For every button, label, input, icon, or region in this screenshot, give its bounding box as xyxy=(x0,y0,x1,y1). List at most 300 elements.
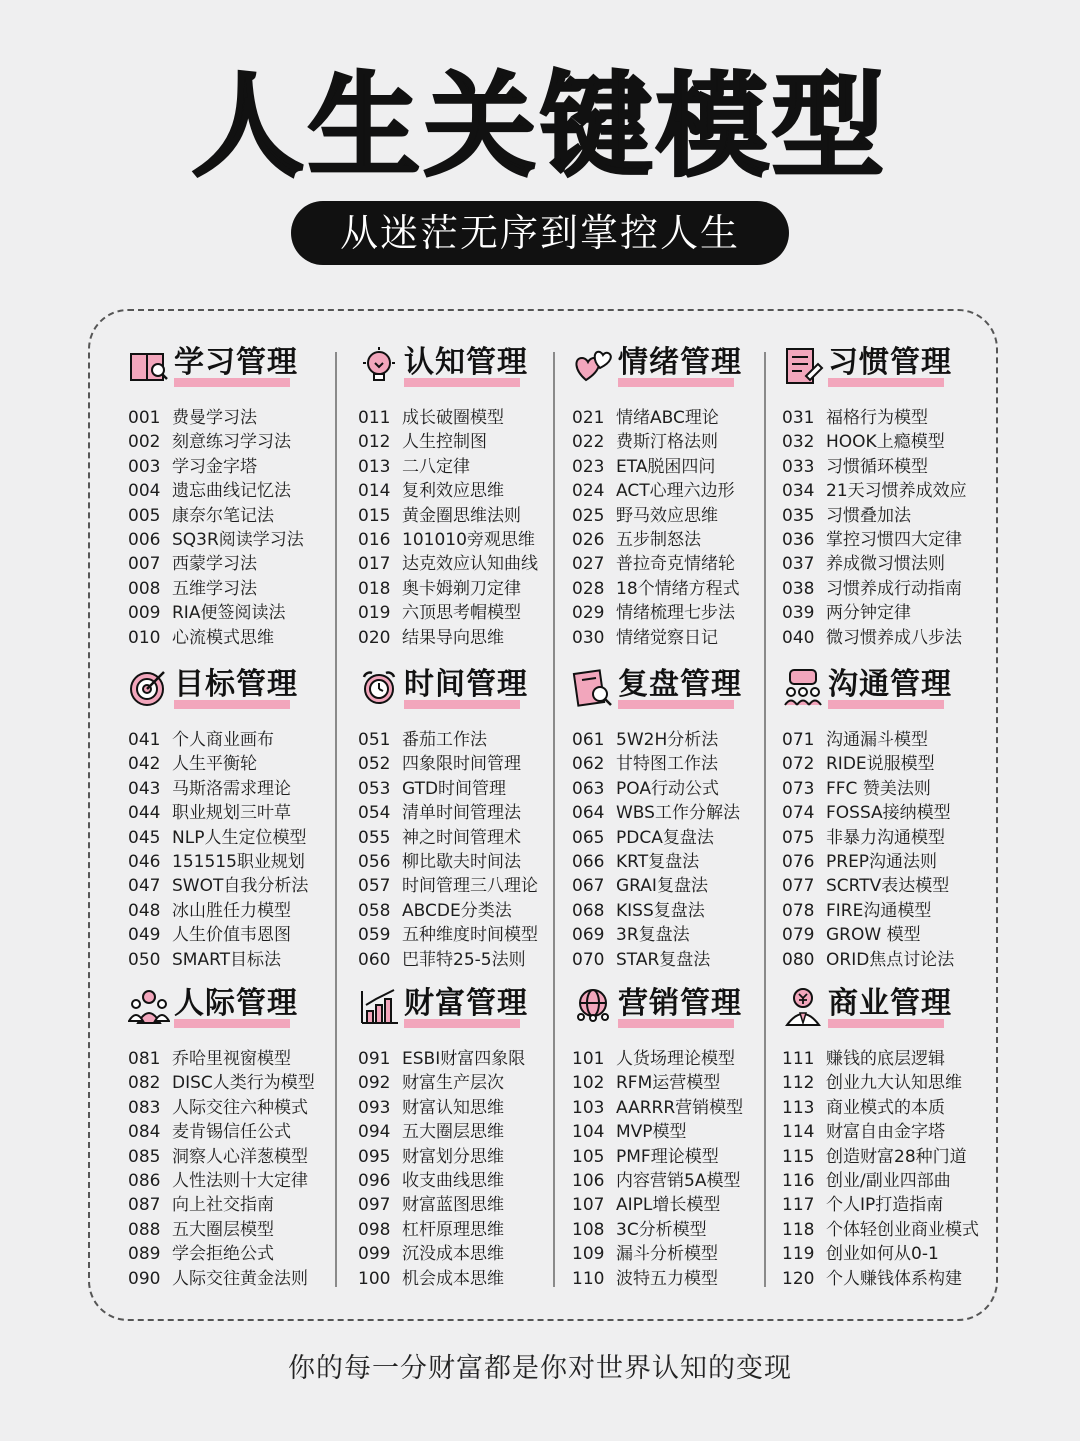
list-item xyxy=(782,479,1002,503)
list-item xyxy=(128,626,348,650)
item-label: 内容营销5A模型 xyxy=(616,1170,741,1191)
item-label: 人际交往黄金法则 xyxy=(172,1268,308,1289)
item-number: 076 xyxy=(782,851,815,872)
item-label: 费斯汀格法则 xyxy=(616,432,718,453)
item-label: 习惯循环模型 xyxy=(826,456,928,477)
item-label: 神之时间管理术 xyxy=(402,827,521,848)
item-label: 机会成本思维 xyxy=(402,1268,504,1289)
list-item xyxy=(782,728,1002,752)
item-label: 两分钟定律 xyxy=(826,603,911,624)
list-item xyxy=(358,1120,578,1144)
item-label: 财富自由金字塔 xyxy=(826,1122,945,1143)
list-item xyxy=(782,826,1002,850)
list-item xyxy=(782,430,1002,454)
item-label: 收支曲线思维 xyxy=(402,1170,504,1191)
list-item xyxy=(358,899,578,923)
item-label: 刻意练习学习法 xyxy=(172,432,291,453)
item-label: 番茄工作法 xyxy=(402,730,487,750)
list-item xyxy=(572,1071,792,1095)
section-title: 复盘管理 xyxy=(618,667,742,702)
item-number: 072 xyxy=(782,754,815,775)
item-label: 赚钱的底层逻辑 xyxy=(826,1049,945,1069)
item-label: 巴菲特25-5法则 xyxy=(402,949,526,970)
list-item xyxy=(782,850,1002,874)
item-number: 080 xyxy=(782,949,815,970)
item-label: 五种维度时间模型 xyxy=(402,925,538,946)
item-number: 050 xyxy=(128,949,161,970)
item-label: 情绪觉察日记 xyxy=(616,627,718,648)
list-item xyxy=(782,1047,1002,1071)
lightbulb-icon xyxy=(358,346,400,386)
item-label: SMART目标法 xyxy=(172,949,282,970)
list-item xyxy=(128,948,348,972)
model-list xyxy=(572,1047,792,1291)
item-number: 116 xyxy=(782,1170,815,1191)
model-list xyxy=(358,406,578,650)
item-label: FIRE沟通模型 xyxy=(826,900,932,921)
list-item xyxy=(572,899,792,923)
list-item xyxy=(128,826,348,850)
item-number: 120 xyxy=(782,1268,815,1289)
item-number: 111 xyxy=(782,1049,815,1069)
model-list xyxy=(572,406,792,650)
item-number: 008 xyxy=(128,578,161,599)
item-label: 波特五力模型 xyxy=(616,1268,718,1289)
list-item xyxy=(358,406,578,430)
item-number: 032 xyxy=(782,432,815,453)
section-3 xyxy=(572,342,792,650)
item-number: 094 xyxy=(358,1122,391,1143)
item-label: 复利效应思维 xyxy=(402,481,504,502)
item-label: 学习金字塔 xyxy=(172,456,257,477)
item-number: 078 xyxy=(782,900,815,921)
section-header xyxy=(782,664,1002,714)
item-label: 结果导向思维 xyxy=(402,627,504,648)
item-label: 非暴力沟通模型 xyxy=(826,827,945,848)
item-label: MVP模型 xyxy=(616,1122,687,1143)
section-header xyxy=(358,342,578,392)
list-item xyxy=(128,801,348,825)
item-number: 084 xyxy=(128,1122,161,1143)
item-label: 黄金圈思维法则 xyxy=(402,505,521,526)
item-number: 074 xyxy=(782,803,815,824)
item-number: 081 xyxy=(128,1049,161,1069)
item-number: 013 xyxy=(358,456,391,477)
list-item xyxy=(358,601,578,625)
item-label: ABCDE分类法 xyxy=(402,900,512,921)
list-item xyxy=(128,1267,348,1291)
list-item xyxy=(782,1071,1002,1095)
model-list xyxy=(128,1047,348,1291)
list-item xyxy=(358,1096,578,1120)
list-item xyxy=(782,923,1002,947)
item-label: 微习惯养成八步法 xyxy=(826,627,962,648)
list-item xyxy=(572,1267,792,1291)
item-number: 024 xyxy=(572,481,605,502)
item-label: 漏斗分析模型 xyxy=(616,1244,718,1265)
item-number: 014 xyxy=(358,481,391,502)
list-item xyxy=(572,552,792,576)
item-label: ACT心理六边形 xyxy=(616,481,735,502)
section-header xyxy=(358,664,578,714)
list-item xyxy=(782,1096,1002,1120)
item-label: 习惯养成行动指南 xyxy=(826,578,962,599)
item-label: SQ3R阅读学习法 xyxy=(172,529,304,550)
item-number: 033 xyxy=(782,456,815,477)
item-label: 财富认知思维 xyxy=(402,1097,504,1118)
item-label: 心流模式思维 xyxy=(172,627,274,648)
item-number: 088 xyxy=(128,1219,161,1240)
section-4 xyxy=(782,342,1002,650)
list-item xyxy=(572,923,792,947)
section-title: 目标管理 xyxy=(174,667,298,702)
section-7 xyxy=(572,664,792,972)
item-number: 031 xyxy=(782,408,815,428)
item-number: 093 xyxy=(358,1097,391,1118)
section-header xyxy=(128,664,348,714)
item-number: 079 xyxy=(782,925,815,946)
item-label: GRAI复盘法 xyxy=(616,876,708,897)
list-item xyxy=(572,479,792,503)
item-label: 甘特图工作法 xyxy=(616,754,718,775)
section-header xyxy=(572,664,792,714)
list-item xyxy=(572,1193,792,1217)
list-item xyxy=(128,1218,348,1242)
item-label: 康奈尔笔记法 xyxy=(172,505,274,526)
list-item xyxy=(128,504,348,528)
item-number: 011 xyxy=(358,408,391,428)
item-label: AIPL增长模型 xyxy=(616,1195,721,1216)
item-number: 057 xyxy=(358,876,391,897)
item-number: 021 xyxy=(572,408,605,428)
item-number: 016 xyxy=(358,529,391,550)
item-label: 洞察人心洋葱模型 xyxy=(172,1146,308,1167)
list-item xyxy=(572,504,792,528)
item-number: 037 xyxy=(782,554,815,575)
list-item xyxy=(128,455,348,479)
list-item xyxy=(782,899,1002,923)
footer-slogan: 你的每一分财富都是你对世界认知的变现 xyxy=(288,1353,792,1384)
list-item xyxy=(128,1242,348,1266)
list-item xyxy=(358,826,578,850)
item-number: 052 xyxy=(358,754,391,775)
list-item xyxy=(782,801,1002,825)
model-list xyxy=(572,728,792,972)
item-number: 112 xyxy=(782,1073,815,1094)
item-number: 085 xyxy=(128,1146,161,1167)
list-item xyxy=(358,801,578,825)
item-number: 035 xyxy=(782,505,815,526)
item-label: 个体轻创业商业模式 xyxy=(826,1219,979,1240)
list-item xyxy=(358,728,578,752)
item-label: DISC人类行为模型 xyxy=(172,1073,315,1094)
section-title: 商业管理 xyxy=(828,986,952,1021)
item-label: 习惯叠加法 xyxy=(826,505,911,526)
item-number: 115 xyxy=(782,1146,815,1167)
list-item xyxy=(782,601,1002,625)
item-label: STAR复盘法 xyxy=(616,949,711,970)
item-label: 掌控习惯四大定律 xyxy=(826,529,962,550)
list-item xyxy=(782,874,1002,898)
list-item xyxy=(572,801,792,825)
item-number: 089 xyxy=(128,1244,161,1265)
item-number: 020 xyxy=(358,627,391,648)
item-label: NLP人生定位模型 xyxy=(172,827,307,848)
item-number: 105 xyxy=(572,1146,605,1167)
item-label: 费曼学习法 xyxy=(172,408,257,428)
item-number: 042 xyxy=(128,754,161,775)
item-label: 沟通漏斗模型 xyxy=(826,730,928,750)
item-label: 人际交往六种模式 xyxy=(172,1097,308,1118)
list-item xyxy=(782,1193,1002,1217)
item-label: GTD时间管理 xyxy=(402,778,507,799)
item-number: 096 xyxy=(358,1170,391,1191)
list-item xyxy=(128,1169,348,1193)
item-label: 冰山胜任力模型 xyxy=(172,900,291,921)
item-number: 086 xyxy=(128,1170,161,1191)
item-label: 五大圈层思维 xyxy=(402,1122,504,1143)
section-header xyxy=(572,342,792,392)
item-label: FFC 赞美法则 xyxy=(826,778,931,799)
item-number: 062 xyxy=(572,754,605,775)
item-number: 061 xyxy=(572,730,605,750)
list-item xyxy=(572,826,792,850)
list-item xyxy=(358,430,578,454)
list-item xyxy=(782,752,1002,776)
item-label: 柳比歇夫时间法 xyxy=(402,851,521,872)
item-label: 时间管理三八理论 xyxy=(402,876,538,897)
list-item xyxy=(128,1071,348,1095)
item-number: 029 xyxy=(572,603,605,624)
item-number: 044 xyxy=(128,803,161,824)
item-number: 023 xyxy=(572,456,605,477)
item-label: 杠杆原理思维 xyxy=(402,1219,504,1240)
item-number: 092 xyxy=(358,1073,391,1094)
list-item xyxy=(128,874,348,898)
list-item xyxy=(572,577,792,601)
list-item xyxy=(572,777,792,801)
item-label: 普拉奇克情绪轮 xyxy=(616,554,735,575)
item-label: 遗忘曲线记忆法 xyxy=(172,481,291,502)
item-number: 005 xyxy=(128,505,161,526)
item-label: RIA便签阅读法 xyxy=(172,603,286,624)
list-item xyxy=(128,752,348,776)
list-item xyxy=(572,455,792,479)
item-number: 056 xyxy=(358,851,391,872)
item-number: 048 xyxy=(128,900,161,921)
item-number: 090 xyxy=(128,1268,161,1289)
list-item xyxy=(358,479,578,503)
model-list xyxy=(128,728,348,972)
section-10 xyxy=(358,983,578,1291)
item-label: KISS复盘法 xyxy=(616,900,705,921)
list-item xyxy=(358,1218,578,1242)
item-label: 创业/副业四部曲 xyxy=(826,1170,951,1191)
list-item xyxy=(358,528,578,552)
item-number: 034 xyxy=(782,481,815,502)
item-label: SCRTV表达模型 xyxy=(826,876,950,897)
item-label: 财富蓝图思维 xyxy=(402,1195,504,1216)
item-number: 109 xyxy=(572,1244,605,1265)
item-number: 028 xyxy=(572,578,605,599)
section-title: 习惯管理 xyxy=(828,345,952,380)
list-item xyxy=(358,1145,578,1169)
item-label: 18个情绪方程式 xyxy=(616,578,740,599)
list-item xyxy=(782,1120,1002,1144)
businessman-yen-icon xyxy=(782,987,824,1027)
item-number: 108 xyxy=(572,1219,605,1240)
subtitle-banner: 从迷茫无序到掌控人生 xyxy=(291,201,789,265)
item-number: 003 xyxy=(128,456,161,477)
item-label: 人性法则十大定律 xyxy=(172,1170,308,1191)
item-number: 091 xyxy=(358,1049,391,1069)
item-number: 022 xyxy=(572,432,605,453)
item-number: 010 xyxy=(128,627,161,648)
model-list xyxy=(358,1047,578,1291)
section-11 xyxy=(572,983,792,1291)
list-item xyxy=(782,406,1002,430)
list-item xyxy=(572,406,792,430)
list-item xyxy=(358,577,578,601)
item-label: 情绪梳理七步法 xyxy=(616,603,735,624)
item-number: 106 xyxy=(572,1170,605,1191)
section-title: 情绪管理 xyxy=(618,345,742,380)
item-label: 3R复盘法 xyxy=(616,925,690,946)
item-label: 向上社交指南 xyxy=(172,1195,274,1216)
item-number: 104 xyxy=(572,1122,605,1143)
item-number: 001 xyxy=(128,408,161,428)
item-label: 创造财富28种门道 xyxy=(826,1146,967,1167)
list-item xyxy=(128,923,348,947)
item-label: PMF理论模型 xyxy=(616,1146,719,1167)
checklist-icon xyxy=(782,346,824,386)
report-magnifier-icon xyxy=(572,668,614,708)
bar-chart-money-icon xyxy=(358,987,400,1027)
item-label: 麦肯锡信任公式 xyxy=(172,1122,291,1143)
section-2 xyxy=(358,342,578,650)
list-item xyxy=(128,528,348,552)
list-item xyxy=(128,777,348,801)
list-item xyxy=(358,1242,578,1266)
list-item xyxy=(782,528,1002,552)
list-item xyxy=(782,504,1002,528)
item-label: 养成微习惯法则 xyxy=(826,554,945,575)
list-item xyxy=(128,1047,348,1071)
item-number: 067 xyxy=(572,876,605,897)
model-list xyxy=(782,406,1002,650)
model-list xyxy=(782,1047,1002,1291)
list-item xyxy=(358,850,578,874)
item-label: ORID焦点讨论法 xyxy=(826,949,955,970)
item-number: 071 xyxy=(782,730,815,750)
section-9 xyxy=(128,983,348,1291)
item-label: FOSSA接纳模型 xyxy=(826,803,951,824)
item-number: 117 xyxy=(782,1195,815,1216)
section-header xyxy=(782,983,1002,1033)
list-item xyxy=(782,552,1002,576)
item-label: POA行动公式 xyxy=(616,778,719,799)
item-label: PDCA复盘法 xyxy=(616,827,714,848)
item-number: 063 xyxy=(572,778,605,799)
item-label: 个人IP打造指南 xyxy=(826,1195,944,1216)
list-item xyxy=(572,1169,792,1193)
section-header xyxy=(358,983,578,1033)
item-number: 060 xyxy=(358,949,391,970)
item-number: 075 xyxy=(782,827,815,848)
item-number: 030 xyxy=(572,627,605,648)
item-label: RIDE说服模型 xyxy=(826,754,935,775)
model-list xyxy=(128,406,348,650)
list-item xyxy=(358,1071,578,1095)
item-label: HOOK上瘾模型 xyxy=(826,432,945,453)
list-item xyxy=(782,948,1002,972)
item-label: 奥卡姆剃刀定律 xyxy=(402,578,521,599)
model-list xyxy=(782,728,1002,972)
list-item xyxy=(358,948,578,972)
list-item xyxy=(572,1096,792,1120)
list-item xyxy=(782,577,1002,601)
item-number: 019 xyxy=(358,603,391,624)
item-label: RFM运营模型 xyxy=(616,1073,721,1094)
item-label: 达克效应认知曲线 xyxy=(402,554,538,575)
list-item xyxy=(358,923,578,947)
item-number: 059 xyxy=(358,925,391,946)
list-item xyxy=(358,1169,578,1193)
alarm-clock-icon xyxy=(358,668,400,708)
item-number: 046 xyxy=(128,851,161,872)
list-item xyxy=(358,777,578,801)
item-label: 六顶思考帽模型 xyxy=(402,603,521,624)
list-item xyxy=(782,455,1002,479)
item-label: 101010旁观思维 xyxy=(402,529,535,550)
list-item xyxy=(358,1267,578,1291)
item-label: 五大圈层模型 xyxy=(172,1219,274,1240)
list-item xyxy=(572,1242,792,1266)
list-item xyxy=(572,874,792,898)
item-number: 009 xyxy=(128,603,161,624)
section-title: 学习管理 xyxy=(174,345,298,380)
list-item xyxy=(572,528,792,552)
book-icon xyxy=(128,346,170,386)
item-number: 113 xyxy=(782,1097,815,1118)
item-label: 人生控制图 xyxy=(402,432,487,453)
item-number: 045 xyxy=(128,827,161,848)
section-header xyxy=(572,983,792,1033)
section-header xyxy=(128,342,348,392)
list-item xyxy=(572,601,792,625)
list-item xyxy=(358,626,578,650)
item-label: 野马效应思维 xyxy=(616,505,718,526)
list-item xyxy=(782,1169,1002,1193)
item-label: KRT复盘法 xyxy=(616,851,700,872)
list-item xyxy=(572,1047,792,1071)
item-number: 041 xyxy=(128,730,161,750)
item-number: 026 xyxy=(572,529,605,550)
list-item xyxy=(128,430,348,454)
section-header xyxy=(782,342,1002,392)
item-number: 082 xyxy=(128,1073,161,1094)
item-number: 065 xyxy=(572,827,605,848)
list-item xyxy=(128,1145,348,1169)
item-number: 027 xyxy=(572,554,605,575)
list-item xyxy=(782,1218,1002,1242)
item-number: 039 xyxy=(782,603,815,624)
item-label: 西蒙学习法 xyxy=(172,554,257,575)
section-title: 人际管理 xyxy=(174,986,298,1021)
section-12 xyxy=(782,983,1002,1291)
item-number: 002 xyxy=(128,432,161,453)
item-number: 053 xyxy=(358,778,391,799)
